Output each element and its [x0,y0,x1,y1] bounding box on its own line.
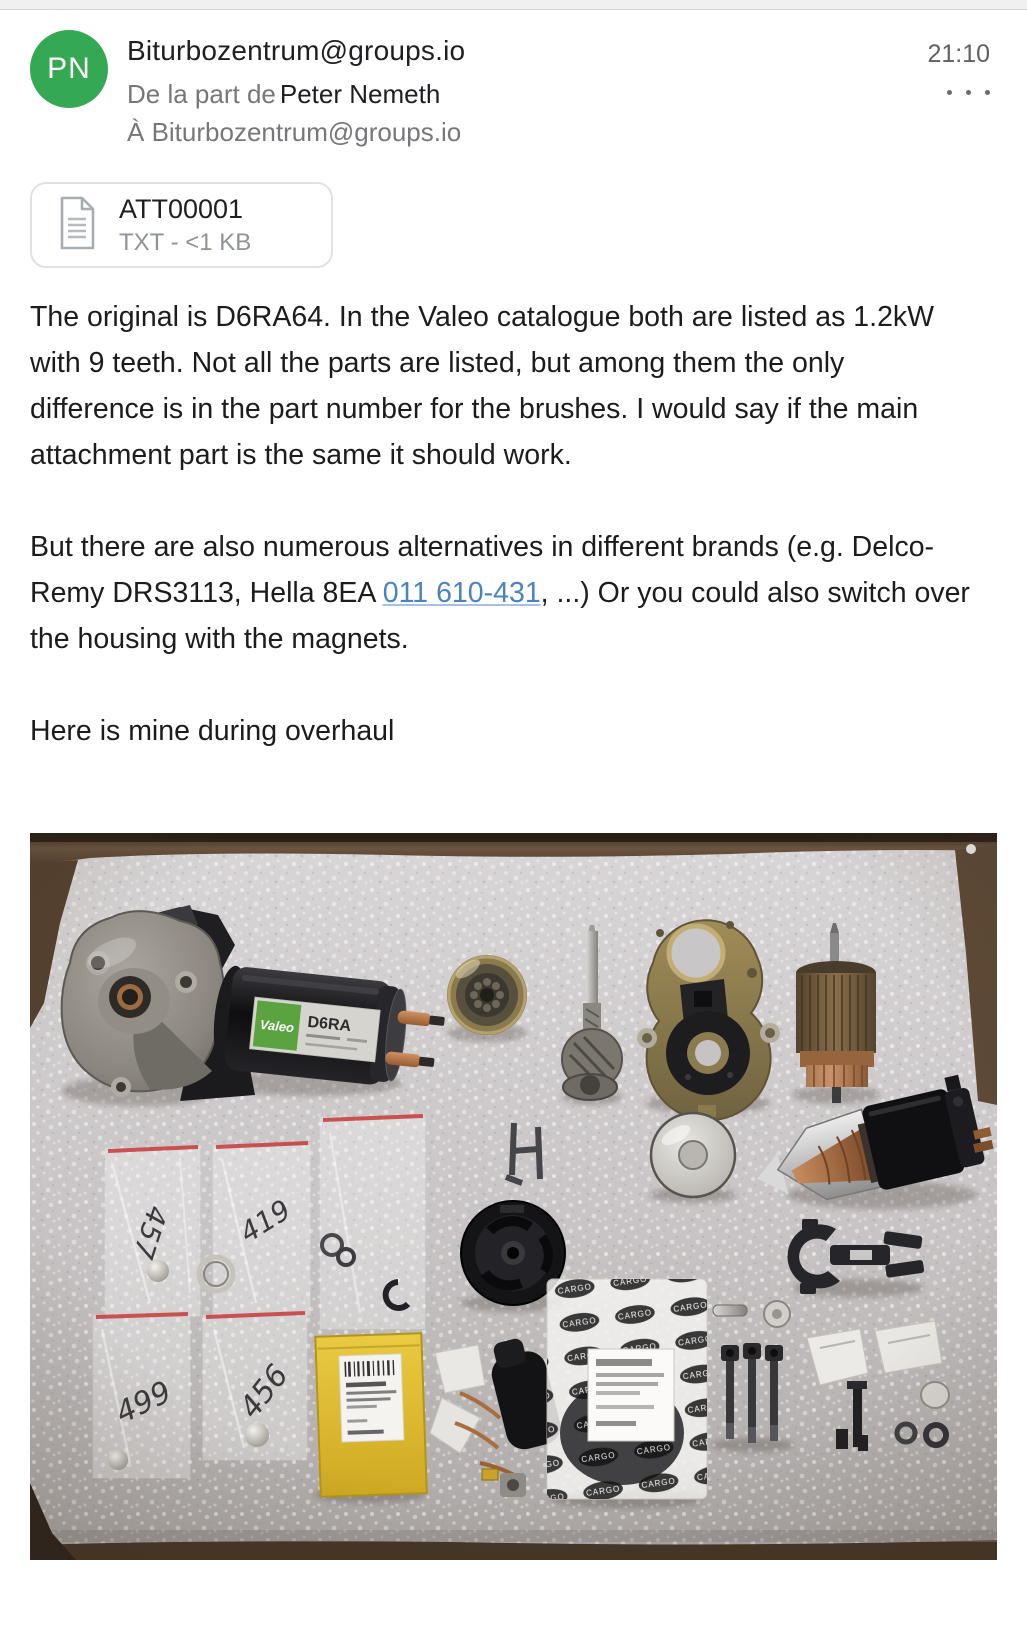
avatar-initials: PN [47,52,91,85]
timestamp: 21:10 [927,40,990,68]
document-icon [57,195,97,256]
message-body [30,294,972,800]
attachment-meta: TXT - <1 KB [119,228,252,256]
dot [947,90,952,95]
embedded-photo[interactable] [30,833,997,1560]
paragraph-1: The original is D6RA64. In the Valeo catalogue both are listed as 1.2kW with 9 teeth. Not all the parts are listed, but among them the only difference is in the part number for the brushes. I would say if the main attachment part is the same it should work. [30,301,935,471]
paragraph-2-text-after: , ...) Or you could also switch over the housing with the magnets. [30,577,970,655]
part-number-link[interactable]: 011 610-431 [382,577,541,609]
more-menu-button[interactable] [947,90,990,95]
attachment-name: ATT00001 [119,193,244,224]
paragraph-3: Here is mine during overhaul [30,715,395,747]
from-line[interactable] [127,79,440,110]
sender-title[interactable]: Biturbozentrum@groups.io [127,35,466,66]
dot [985,90,990,95]
to-line[interactable]: À Biturbozentrum@groups.io [127,117,462,147]
dot [966,90,971,95]
attachment-chip[interactable] [30,182,333,268]
top-divider [0,0,1027,10]
paragraph-2-text: But there are also numerous alternatives in different brands (e.g. Delco-Remy DRS3113, Hella 8EA [30,531,935,609]
from-prefix: De la part de [127,79,276,109]
from-name: Peter Nemeth [279,79,441,109]
avatar[interactable] [30,30,108,108]
photo-vignette [30,833,997,1560]
paragraph-2 [30,524,972,662]
